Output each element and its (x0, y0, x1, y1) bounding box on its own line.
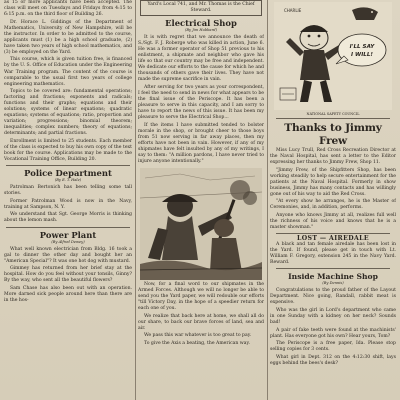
machine-paragraph-5: What girl in Dept. 312 on the 4:12:30 shift, lays eggs behind the bees's desk? (270, 354, 396, 366)
section-divider (276, 233, 390, 234)
thanks-paragraph-3: "At every show he arranges, he is the Master of Ceremonies, and, in addition, performs. (270, 199, 396, 211)
column-3 (270, 0, 396, 400)
section-divider (6, 227, 130, 228)
intro-paragraph-2: Dr. Horace L. Giddings of the Department of Mathematics, University of New Hampshire, will be the instructor. In order to be admitted to the course, applicants must (1) be a high school graduate, (2) have taken two years of high school mathematics, and (3) be employed on the Yard. (4, 19, 132, 55)
column-1 (4, 0, 132, 400)
power-paragraph-1: What well known electrician from Bldg. 16 took a gal to dinner the other day and bought her an "American Special"? It was one hot dog with mustard. (4, 246, 132, 264)
electrical-shop-heading: Electrical Shop (165, 18, 237, 29)
electrical-byline: (By Jim Hubbard) (185, 28, 217, 33)
svg-text:CHARLIE: CHARLIE (284, 8, 302, 13)
thanks-paragraph-2: "Jimmy Frew, of the Shipfitters Shop, has been working steadily to help secure entertainment for the patients at the Naval Hospital. Formerly in show business, Jimmy has many contacts and has willingly gone out of his way to aid the Red Cross. (270, 167, 396, 197)
intro-paragraph-3: This course, which is given tuition free, is financed by the U. S. Office of Education under the Engineering War Training program. The content of the course is comparable to the usual first two years of college engineering mathematics. (4, 57, 132, 87)
intro-paragraph-5: Enrollment is limited to 25 students. Each member of the class is expected to buy his own copy of the text book for the course. Applications may be made to the Vocational Training Office, Building 20. (4, 139, 132, 163)
cartoon-illustration (140, 168, 262, 280)
lost-heading: LOST — AIREDALE (296, 235, 370, 243)
column-rule-2 (267, 0, 268, 400)
power-paragraph-2: Gimmey has returned from her brief stay at the hospital. How do you feel without your tonsils, Ginny? By the way, who sent all the beautiful flowers? (4, 266, 132, 284)
machine-shop-byline: (By Dennis) (322, 281, 344, 286)
police-paragraph-3: We understand that Sgt. George Morris is thinking about the lemon mash. (4, 212, 132, 224)
thanks-heading: Thanks to Jimmy Frew (284, 122, 382, 147)
thanks-paragraph-4: Anyone who knows Jimmy at all, realizes full well the richness of his voice and knows that he is a master showman." (270, 212, 396, 231)
top-box (140, 0, 262, 16)
electrical-paragraph-7: To give the Axis a beating, the American way. (144, 341, 250, 346)
intro-paragraph-4: Topics to be covered are: fundamental operations; factoring and fractions; exponents and radicals; functions and their graphs; equations and their solutions; systems of linear equations; quadratic equations; systems of equations; ratio, proportion and variation; progressions; binomial theorem; inequalities; complex numbers; theory of equations; determinants; and partial fractions. (4, 89, 132, 137)
svg-text:I WILL!: I WILL! (351, 52, 373, 58)
column-rule-1 (135, 0, 136, 400)
police-paragraph-1: Patrolman Bertonich has been telling some tall stories. (4, 185, 132, 197)
police-heading: Police Department (24, 168, 112, 179)
lost-paragraph: A black and tan female airedale has been lost in the Yard. If found, please get in touch with Lt. William F. Gregory, extension 245 in the Navy Yard. Reward. (270, 242, 396, 266)
machine-paragraph-3: A pair of fake teeth were found at the machinists' plant. Has everyone got his own? Hear yours, Tom? (270, 327, 396, 339)
electrical-paragraph-6: We pass this war whatever is too great to pay. (144, 333, 252, 339)
electrical-paragraph-4: Now, for a final word to our shipmates in the Armed Forces. Although we will no longer be able to send you the Yard paper, we will redouble our efforts "till Victory Day, in the hope of a speedier return for each one of you. (138, 282, 264, 312)
power-plant-byline: (By Alfred Dewey) (51, 239, 85, 244)
cartoon-caption: NATIONAL SAFETY COUNCIL (306, 112, 360, 116)
police-paragraph-2: Former Patrolman Wood is now in the Navy, training at Sampson, N. Y. (4, 198, 132, 210)
machine-paragraph-2: Who was the girl in Lord's department who came in one Sunday with a kidney on her neck? Sounds bad! (270, 307, 396, 326)
thanks-paragraph-1: Miss Lucy Trull, Red Cross Recreation Director at the Naval Hospital, has sent a letter to the Editor expressing her thanks to Jimmy Frew, Shop 11. (270, 148, 396, 166)
column-2 (138, 0, 264, 400)
police-byline: (By E. T. Hale) (54, 178, 82, 183)
electrical-paragraph-3: If the items I have submitted tended to bolster morale in the shop, or brought cheer to those boys from 51 now serving in far away places, then my efforts have not been in vain. However, if any of my shipmates have felt insulted by any of my writings, I say to them: "A million pardons, I have never tried to injure anyone intentionally." (138, 122, 264, 165)
power-plant-heading: Power Plant (39, 229, 97, 240)
section-divider (6, 165, 130, 166)
svg-text:I'LL SAY: I'LL SAY (349, 44, 375, 50)
machine-shop-heading: Inside Machine Shop (288, 272, 378, 282)
electrical-paragraph-5: We realize that back here at home, we shall all do our share, to back our brave forces of land, sea and air. (138, 313, 264, 331)
top-box-text: Yard's Local 741, and Mr. Thomas is the Chief Steward. (147, 2, 255, 14)
safety-cartoon-drawing (274, 2, 392, 110)
cartoon-drawing (140, 168, 262, 280)
power-paragraph-3: Sam Chase has also been out with an operation. More darned sick people around here than there are in the hos- (4, 285, 132, 303)
machine-paragraph-4: The Periscope is a free paper, Ida. Please stop selling copies for 3 cents. (270, 341, 396, 353)
electrical-paragraph-1: It is with regret that we announce the death of S./Sgt. F. J. Roberge who was killed in action, June 6. He was a former operator of Shop 51 previous to his enlistment, a shipmate and neighbor who gave his life so that our country may be free and independent. We dedicate our efforts to the cause for which he and thousands of others gave their lives. They have not made the supreme sacrifice in vain. (138, 35, 264, 83)
section-divider (276, 268, 390, 269)
electrical-paragraph-2: After serving for two years as your correspondent, I feel the need to send in news for what appears to be the final issue of the Periscope. It has been a pleasure to serve in this capacity, and I am sorry to have to report the news of this issue. It has been my pleasure to serve the Electrical Shop... (138, 84, 264, 121)
safety-cartoon (274, 2, 392, 110)
section-divider (276, 118, 390, 119)
machine-paragraph-1: Congratulations to the proud father of the Layout Department. Nice going, Randall, rabbit meat is expensive. (270, 288, 396, 306)
intro-paragraph-1: as 15 or more applicants have been accepted. The class will meet on Tuesdays and Fridays from 4:15 to 6:15 p.m. on the third floor of Building 26. (4, 0, 132, 18)
